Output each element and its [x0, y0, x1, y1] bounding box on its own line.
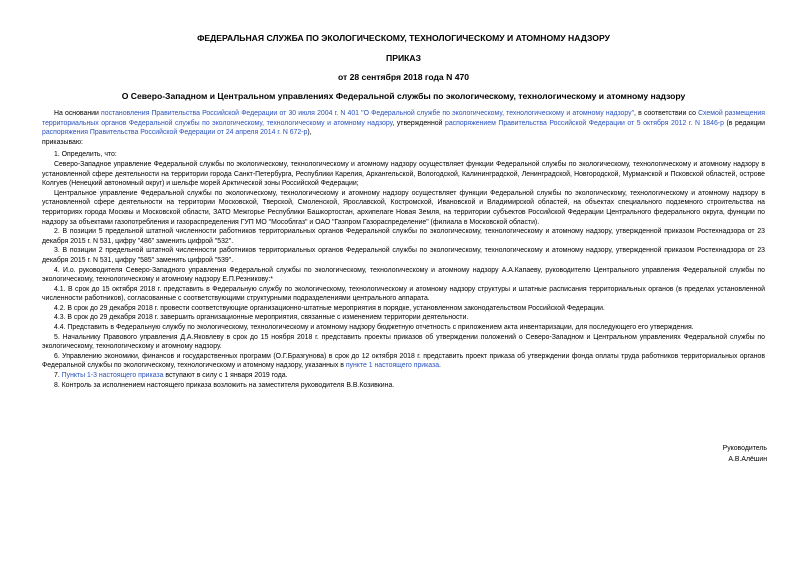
preamble-text: На основании	[54, 110, 101, 117]
link-rasporyazhenie-672[interactable]: распоряжения Правительства Российской Федерации от 24 апреля 2014 г. N 672-р	[42, 129, 308, 137]
signature-name: А.В.Алёшин	[728, 456, 767, 463]
document-body	[42, 109, 765, 390]
item-7	[42, 371, 765, 381]
item-4-3: 4.3. В срок до 29 декабря 2018 г. завершить организационные мероприятия, связанные с изменением территории деятельности.	[54, 314, 469, 322]
preamble-text: , в соответствии со	[634, 110, 699, 117]
item-4-2: 4.2. В срок до 29 декабря 2018 г. провести соответствующие организационно-штатные мероприятия в порядке, установленном законодательством Российской Федерации.	[54, 304, 605, 312]
preamble-text: , утвержденной	[392, 119, 445, 127]
order-word: приказываю:	[42, 138, 83, 146]
item-6	[42, 352, 765, 371]
link-rasporyazhenie-1846[interactable]: распоряжением Правительства Российской Федерации от 5 октября 2012 г. N 1846-р	[445, 119, 724, 127]
signature-block	[723, 443, 767, 465]
preamble-text: ),	[307, 129, 312, 137]
link-punkt-1[interactable]: пункте 1 настоящего приказа	[345, 362, 440, 370]
document-type: ПРИКАЗ	[386, 53, 421, 63]
item-1-central: Центральное управление Федеральной службы по экологическому, технологическому и атомному надзору осуществляет функции Федеральной службы по экологическому, технологическому и атомному надзору в установленной сфере деятельности на территории Московской, Тверской, Смоленской, Ярославской, Костромской, Ивановской и Владимирской областей, на объектах специального подземного строительства на территориях города Москвы и Московской области, ЗАТО Межгорье Республики Башкортостан, архипелаге Новая Земля, на территории субъектов Российской Федерации Центрального федерального округа, функции по надзору за объектами газопотребления и газораспределения ГУП МО "Мособлгаз" и ОАО "Газпром Газораспределение" (филиала в Московской области).	[42, 189, 765, 226]
document-subject: О Северо-Западном и Центральном управлениях Федеральной службы по экологическому, технологическому и атомному надзору	[121, 91, 686, 101]
item-3: 3. В позиции 2 предельной штатной численности работников территориальных органов Федеральной службы по экологическому, технологическому и атомному надзору, утвержденной приказом Ростехнадзора от 23 декабря 2015 г. N 531, цифру "585" заменить цифрой "539".	[42, 247, 765, 264]
preamble-text: (в редакции	[723, 119, 765, 127]
item-7-text: 7.	[54, 372, 62, 380]
item-6-text: .	[439, 362, 441, 370]
signature-title: Руководитель	[722, 445, 767, 452]
item-5: 5. Начальнику Правового управления Д.А.Яковлеву в срок до 15 ноября 2018 г. представить проекты приказов об утверждении положений о Северо-Западном и Центральном управлениях Федеральной службы по экологическому, технологическому и атомному надзору.	[42, 333, 765, 351]
document-date: от 28 сентября 2018 года N 470	[337, 72, 470, 82]
item-4-1: 4.1. В срок до 15 октября 2018 г. представить в Федеральную службу по экологическому, технологическому и атомному надзору структуры и штатные расписания территориальных органов (в пределах установленной численности работников), согласованные с соответствующими структурными подразделениями центрального аппарата.	[42, 285, 765, 303]
item-7-text: вступают в силу с 1 января 2019 года.	[163, 372, 288, 380]
item-6-text: 6. Управлению экономики, финансов и государственных программ (О.Г.Бразгунова) в срок до 12 октября 2018 г. представить проект приказа об утверждении фонда оплаты труда работников территориальных органов Федеральной службы по экологическому, технологическому и атомному надзору, указанных в	[42, 352, 765, 370]
link-postanovlenie-401[interactable]: постановления Правительства Российской Федерации от 30 июля 2004 г. N 401 "О Федеральной службе по экологическому, технологическому и атомному надзору"	[101, 110, 635, 117]
item-1-northwest: Северо-Западное управление Федеральной службы по экологическому, технологическому и атомному надзору осуществляет функции Федеральной службы по экологическому, технологическому и атомному надзору в установленной сфере деятельности на территории города Санкт-Петербурга, Республики Карелия, Архангельской, Вологодской, Калининградской, Ленинградской, Новгородской, Мурманской и Псковской областей, острове Колгуев (Ненецкий автономный округ) и шельфе морей Арктической зоны Российской Федерации;	[42, 160, 765, 188]
item-2: 2. В позиции 5 предельной штатной численности работников территориальных органов Федеральной службы по экологическому, технологическому и атомному надзору, утвержденной приказом Ростехнадзора от 23 декабря 2015 г. N 531, цифру "486" заменить цифрой "532".	[42, 228, 765, 245]
item-4: 4. И.о. руководителя Северо-Западного управления Федеральной службы по экологическому, технологическому и атомному надзору А.А.Капаеву, руководителю Центрального управления Федеральной службы по экологическому, технологическому и атомному надзору Е.П.Резникову:*	[42, 266, 765, 284]
link-shema-razmeshcheniya[interactable]: Схемой размещения территориальных органов Федеральной службы по экологическому, технологическому и атомному надзору	[42, 110, 765, 127]
item-4-4: 4.4. Представить в Федеральную службу по экологическому, технологическому и атомному надзору бюджетную отчетность с приложением акта инвентаризации, для последующего его утверждения.	[54, 324, 694, 332]
link-punkty-1-3[interactable]: Пункты 1-3 настоящего приказа	[61, 372, 164, 380]
item-8: 8. Контроль за исполнением настоящего приказа возложить на заместителя руководителя В.В.Козивкина.	[54, 381, 395, 389]
agency-title: ФЕДЕРАЛЬНАЯ СЛУЖБА ПО ЭКОЛОГИЧЕСКОМУ, ТЕХНОЛОГИЧЕСКОМУ И АТОМНОМУ НАДЗОРУ	[197, 33, 610, 43]
preamble-paragraph	[42, 109, 765, 138]
item-1: 1. Определить, что:	[54, 151, 117, 159]
